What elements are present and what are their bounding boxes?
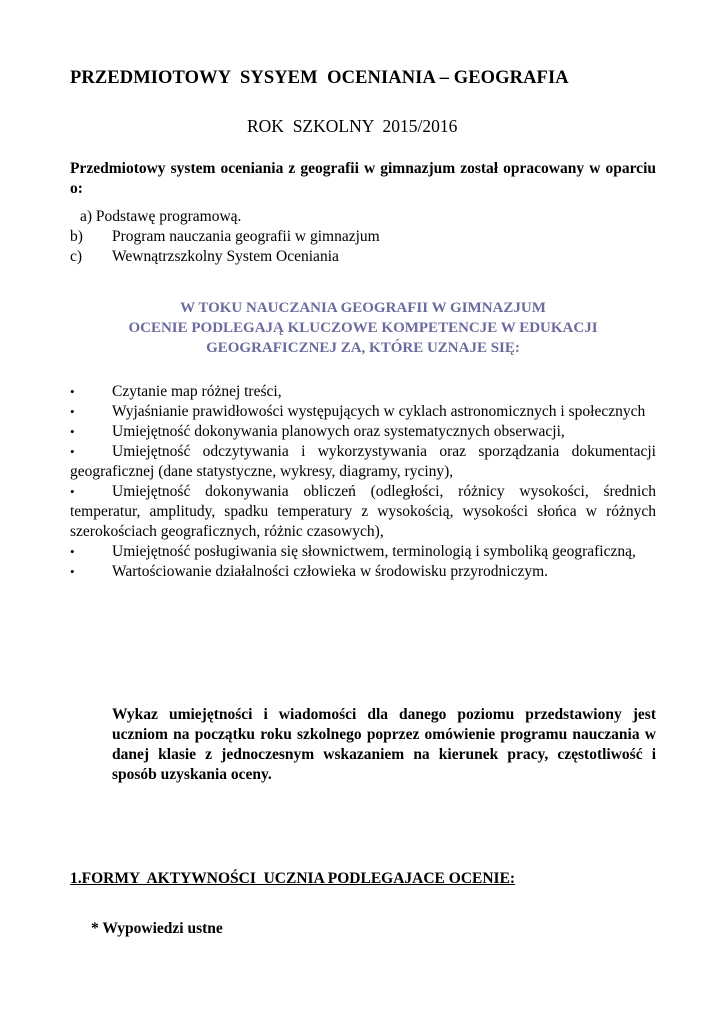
list-item-text: Umiejętność odczytywania i wykorzystywania oraz sporządzania dokumentacji geograficznej (dane statystyczne, wykresy, diagramy, ryciny),: [70, 443, 656, 480]
basis-label: c): [70, 248, 83, 265]
intro-paragraph: Przedmiotowy system oceniania z geografii w gimnazjum został opracowany w oparciu o:: [70, 160, 656, 197]
basis-label: b): [70, 228, 83, 245]
list-item: [70, 402, 656, 422]
basis-text: Program nauczania geografii w gimnazjum: [112, 228, 380, 245]
list-item: [70, 562, 656, 582]
heading-line: OCENIE PODLEGAJĄ KLUCZOWE KOMPETENCJE W EDUKACJI: [128, 320, 598, 336]
list-item-text: Umiejętność dokonywania planowych oraz systematycznych obserwacji,: [112, 423, 565, 440]
list-item-text: Wartościowanie działalności człowieka w środowisku przyrodniczym.: [112, 563, 549, 580]
competencies-list: [70, 382, 656, 582]
list-item: [70, 542, 656, 562]
basis-text: Podstawę programową.: [95, 208, 242, 225]
competencies-heading: [70, 298, 656, 358]
summary-paragraph: Wykaz umiejętności i wiadomości dla danego poziomu przedstawiony jest uczniom na początku roku szkolnego poprzez omówienie programu nauczania w danej klasie z jednoczesnym wskazaniem na kierunek pracy, częstotliwość i sposób uzyskania oceny.: [112, 706, 656, 783]
list-item: [70, 482, 656, 542]
bullet-icon: •: [70, 404, 75, 419]
list-item: [70, 442, 656, 482]
basis-label: a): [80, 208, 93, 225]
basis-item: [70, 227, 656, 247]
heading-line: GEOGRAFICZNEJ ZA, KTÓRE UZNAJE SIĘ:: [206, 340, 520, 356]
basis-item: [70, 207, 656, 227]
bullet-icon: •: [70, 564, 75, 579]
section-title: 1.FORMY AKTYWNOŚCI UCZNIA PODLEGAJACE OCENIE:: [70, 870, 516, 887]
subsection-title: * Wypowiedzi ustne: [91, 920, 223, 937]
bullet-icon: •: [70, 384, 75, 399]
bullet-icon: •: [70, 484, 75, 499]
bullet-icon: •: [70, 444, 75, 459]
list-item-text: Wyjaśnianie prawidłowości występujących w cyklach astronomicznych i społecznych: [112, 403, 646, 420]
list-item: [70, 382, 656, 402]
list-item: [70, 422, 656, 442]
heading-line: W TOKU NAUCZANIA GEOGRAFII W GIMNAZJUM: [180, 300, 546, 316]
basis-item: [70, 247, 656, 267]
list-item-text: Czytanie map różnej treści,: [112, 383, 282, 400]
list-item-text: Umiejętność dokonywania obliczeń (odległości, różnicy wysokości, średnich temperatur, amplitudy, spadku temperatury z wysokością, wysokości słońca w różnych szerokościach geograficznych, różnic czasowych),: [70, 483, 656, 540]
basis-list: [70, 207, 656, 267]
basis-text: Wewnątrzszkolny System Oceniania: [112, 248, 339, 265]
bullet-icon: •: [70, 424, 75, 439]
bullet-icon: •: [70, 544, 75, 559]
school-year: ROK SZKOLNY 2015/2016: [247, 116, 458, 136]
list-item-text: Umiejętność posługiwania się słownictwem, terminologią i symboliką geograficzną,: [112, 543, 636, 560]
document-title: PRZEDMIOTOWY SYSYEM OCENIANIA – GEOGRAFIA: [70, 68, 569, 88]
